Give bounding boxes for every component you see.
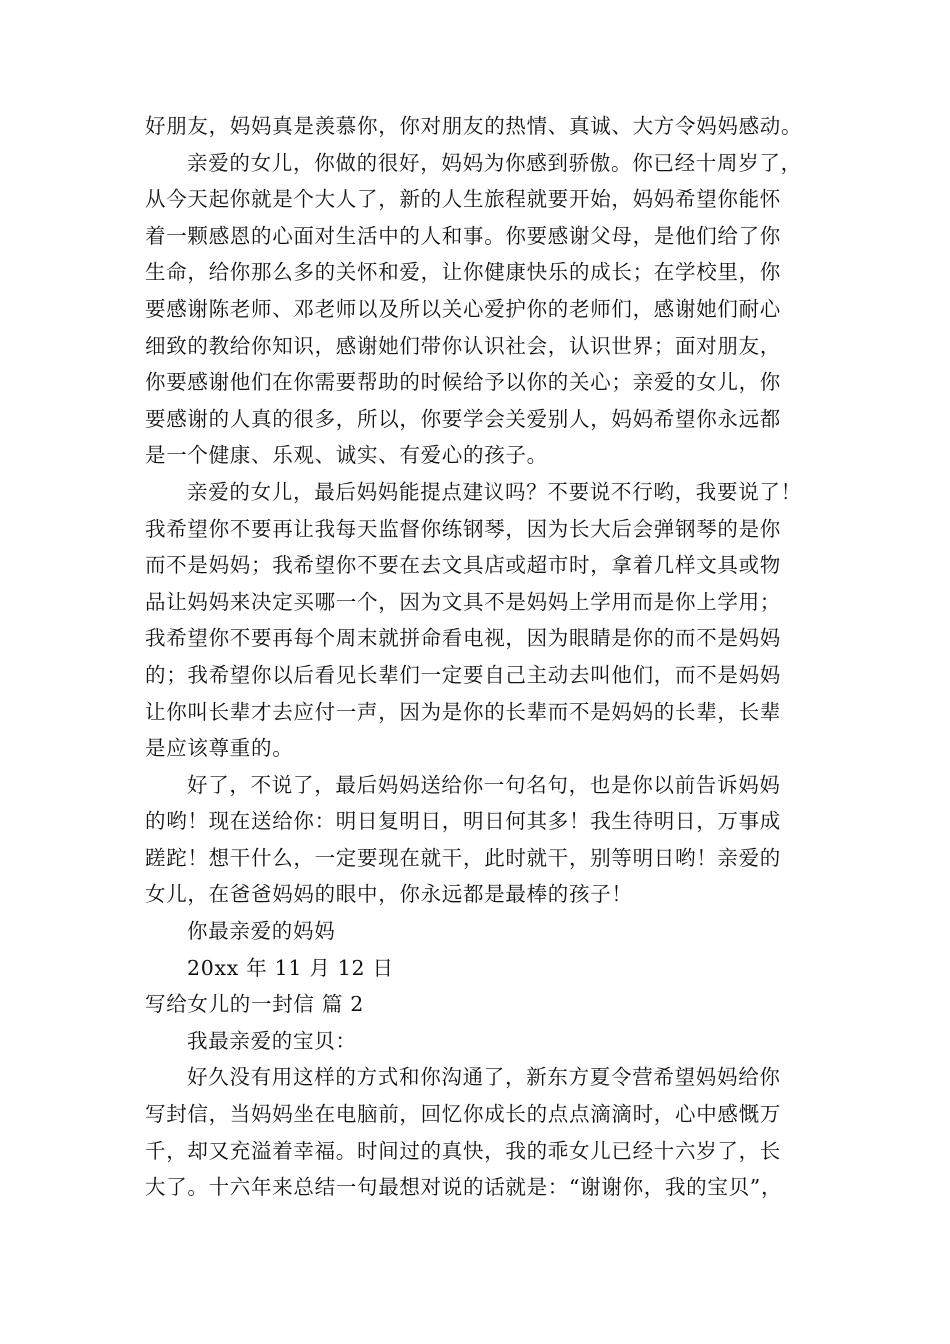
text-line: 亲爱的女儿，最后妈妈能提点建议吗？不要说不行哟，我要说了！ bbox=[187, 479, 802, 504]
text-line: 的；我希望你以后看见长辈们一定要自己主动去叫他们，而不是妈妈 bbox=[145, 662, 781, 687]
text-line: 好朋友，妈妈真是羡慕你，你对朋友的热情、真诚、大方令妈妈感动。 bbox=[145, 114, 803, 138]
text-line: 要感谢的人真的很多，所以，你要学会关爱别人，妈妈希望你永远都 bbox=[145, 406, 781, 431]
text-line: 品让妈妈来决定买哪一个，因为文具不是妈妈上学用而是你上学用； bbox=[145, 589, 781, 614]
text-line: 好了，不说了，最后妈妈送给你一句名句，也是你以前告诉妈妈 bbox=[187, 772, 781, 797]
section-heading: 写给女儿的一封信 篇 2 bbox=[145, 992, 364, 1017]
text-line: 的哟！现在送给你：明日复明日，明日何其多！我生待明日，万事成 bbox=[145, 809, 781, 834]
signature: 你最亲爱的妈妈 bbox=[187, 919, 336, 944]
text-line: 是一个健康、乐观、诚实、有爱心的孩子。 bbox=[145, 443, 548, 468]
text-line: 写封信，当妈妈坐在电脑前，回忆你成长的点点滴滴时，心中感慨万 bbox=[145, 1102, 781, 1127]
text-line: 而不是妈妈；我希望你不要在去文具店或超市时，拿着几样文具或物 bbox=[145, 553, 781, 578]
salutation: 我最亲爱的宝贝： bbox=[187, 1028, 357, 1053]
text-line: 着一颗感恩的心面对生活中的人和事。你要感谢父母，是他们给了你 bbox=[145, 223, 781, 248]
letter-body bbox=[145, 108, 805, 1206]
text-line: 从今天起你就是个大人了，新的人生旅程就要开始，妈妈希望你能怀 bbox=[145, 187, 781, 212]
text-line: 我希望你不要再每个周末就拼命看电视，因为眼睛是你的而不是妈妈 bbox=[145, 626, 781, 651]
text-line: 大了。十六年来总结一句最想对说的话就是：“谢谢你，我的宝贝”， bbox=[145, 1175, 783, 1200]
text-line: 让你叫长辈才去应付一声，因为是你的长辈而不是妈妈的长辈，长辈 bbox=[145, 699, 781, 724]
text-line: 蹉跎！想干什么，一定要现在就干，此时就干，别等明日哟！亲爱的 bbox=[145, 845, 781, 870]
text-line: 亲爱的女儿，你做的很好，妈妈为你感到骄傲。你已经十周岁了， bbox=[187, 150, 802, 175]
text-line: 你要感谢他们在你需要帮助的时候给予以你的关心；亲爱的女儿，你 bbox=[145, 370, 781, 395]
text-line: 是应该尊重的。 bbox=[145, 736, 294, 761]
letter-date: 20xx 年 11 月 12 日 bbox=[187, 955, 394, 980]
text-line: 细致的教给你知识，感谢她们带你认识社会，认识世界；面对朋友， bbox=[145, 333, 781, 358]
text-line: 我希望你不要再让我每天监督你练钢琴，因为长大后会弹钢琴的是你 bbox=[145, 516, 781, 541]
text-line: 生命，给你那么多的关怀和爱，让你健康快乐的成长；在学校里，你 bbox=[145, 260, 781, 285]
text-line: 要感谢陈老师、邓老师以及所以关心爱护你的老师们，感谢她们耐心 bbox=[145, 296, 781, 321]
text-line: 千，却又充溢着幸福。时间过的真快，我的乖女儿已经十六岁了，长 bbox=[145, 1138, 781, 1163]
text-line: 好久没有用这样的方式和你沟通了，新东方夏令营希望妈妈给你 bbox=[187, 1065, 781, 1090]
text-line: 女儿，在爸爸妈妈的眼中，你永远都是最棒的孩子！ bbox=[145, 882, 633, 907]
